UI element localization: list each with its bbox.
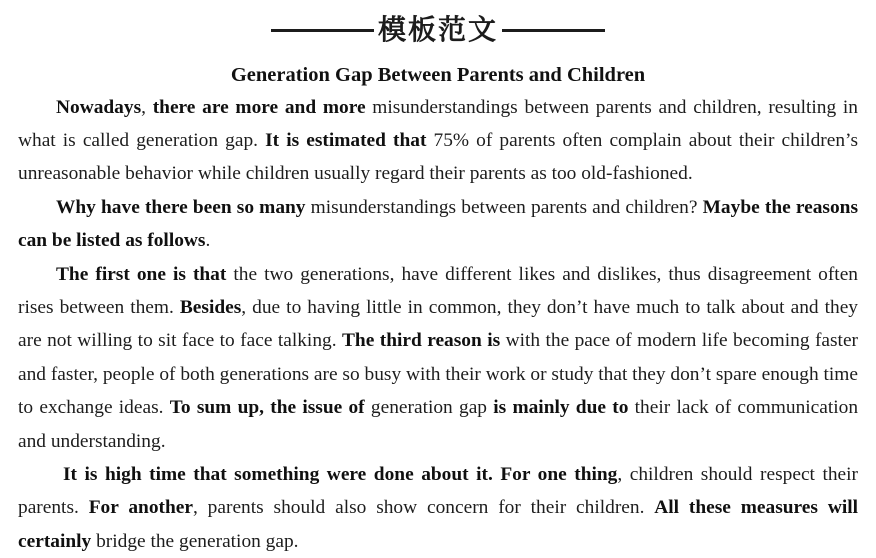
text-run: the two generations, have different likes and dislikes, thus disagreement often rises between them. bbox=[18, 263, 858, 319]
essay-paragraph-4 bbox=[18, 458, 858, 558]
text-run: . bbox=[205, 230, 211, 252]
text-run: , bbox=[141, 96, 153, 118]
essay-paragraph-1 bbox=[18, 91, 858, 191]
text-run: 75% of parents often complain about their children’s unreasonable behavior while children usually regard their parents as too old-fashioned. bbox=[18, 130, 858, 185]
header-rule-left bbox=[271, 29, 374, 32]
text-run: misunderstandings between parents and children, resulting in what is called generation gap. bbox=[18, 96, 859, 151]
bold-phrase: Besides bbox=[179, 297, 242, 319]
bold-phrase: is mainly due to bbox=[493, 397, 629, 419]
bold-phrase: Why have there been so many bbox=[56, 196, 306, 218]
bold-phrase: It is high time that something were done about it. For one thing bbox=[63, 464, 618, 486]
text-run: their lack of communication and understanding. bbox=[18, 397, 859, 452]
bold-phrase: It is estimated that bbox=[265, 130, 427, 151]
essay-paragraph-3 bbox=[18, 258, 858, 458]
text-run: bridge the generation gap. bbox=[91, 530, 299, 552]
text-run: , parents should also show concern for their children. bbox=[192, 497, 655, 519]
text-run: misunderstandings between parents and children? bbox=[305, 196, 703, 218]
bold-phrase: All these measures will certainly bbox=[18, 497, 858, 552]
essay-paragraph-2 bbox=[18, 191, 858, 258]
bold-phrase: Maybe the reasons can be listed as follows bbox=[18, 196, 859, 252]
essay-title: Generation Gap Between Parents and Children bbox=[230, 64, 646, 86]
bold-phrase: Nowadays bbox=[56, 96, 142, 118]
bold-phrase: The third reason is bbox=[342, 330, 501, 352]
bold-phrase: To sum up, the issue of bbox=[169, 397, 365, 419]
bold-phrase: For another bbox=[88, 497, 193, 519]
text-run: generation gap bbox=[364, 397, 494, 419]
text-run: , children should respect their parents. bbox=[18, 464, 858, 519]
bold-phrase: The first one is that bbox=[56, 263, 227, 285]
essay-body bbox=[18, 91, 858, 558]
section-header bbox=[0, 13, 876, 47]
text-run: with the pace of modern life becoming faster and faster, people of both generations are so busy with their work or study that they don’t spare enough time to exchange ideas. bbox=[18, 330, 859, 419]
bold-phrase: there are more and more bbox=[152, 96, 366, 118]
text-run: , due to having little in common, they don’t have much to talk about and they are not willing to sit face to face talking. bbox=[18, 297, 858, 352]
header-rule-right bbox=[502, 29, 605, 32]
section-header-label: 模板范文 bbox=[377, 14, 498, 45]
